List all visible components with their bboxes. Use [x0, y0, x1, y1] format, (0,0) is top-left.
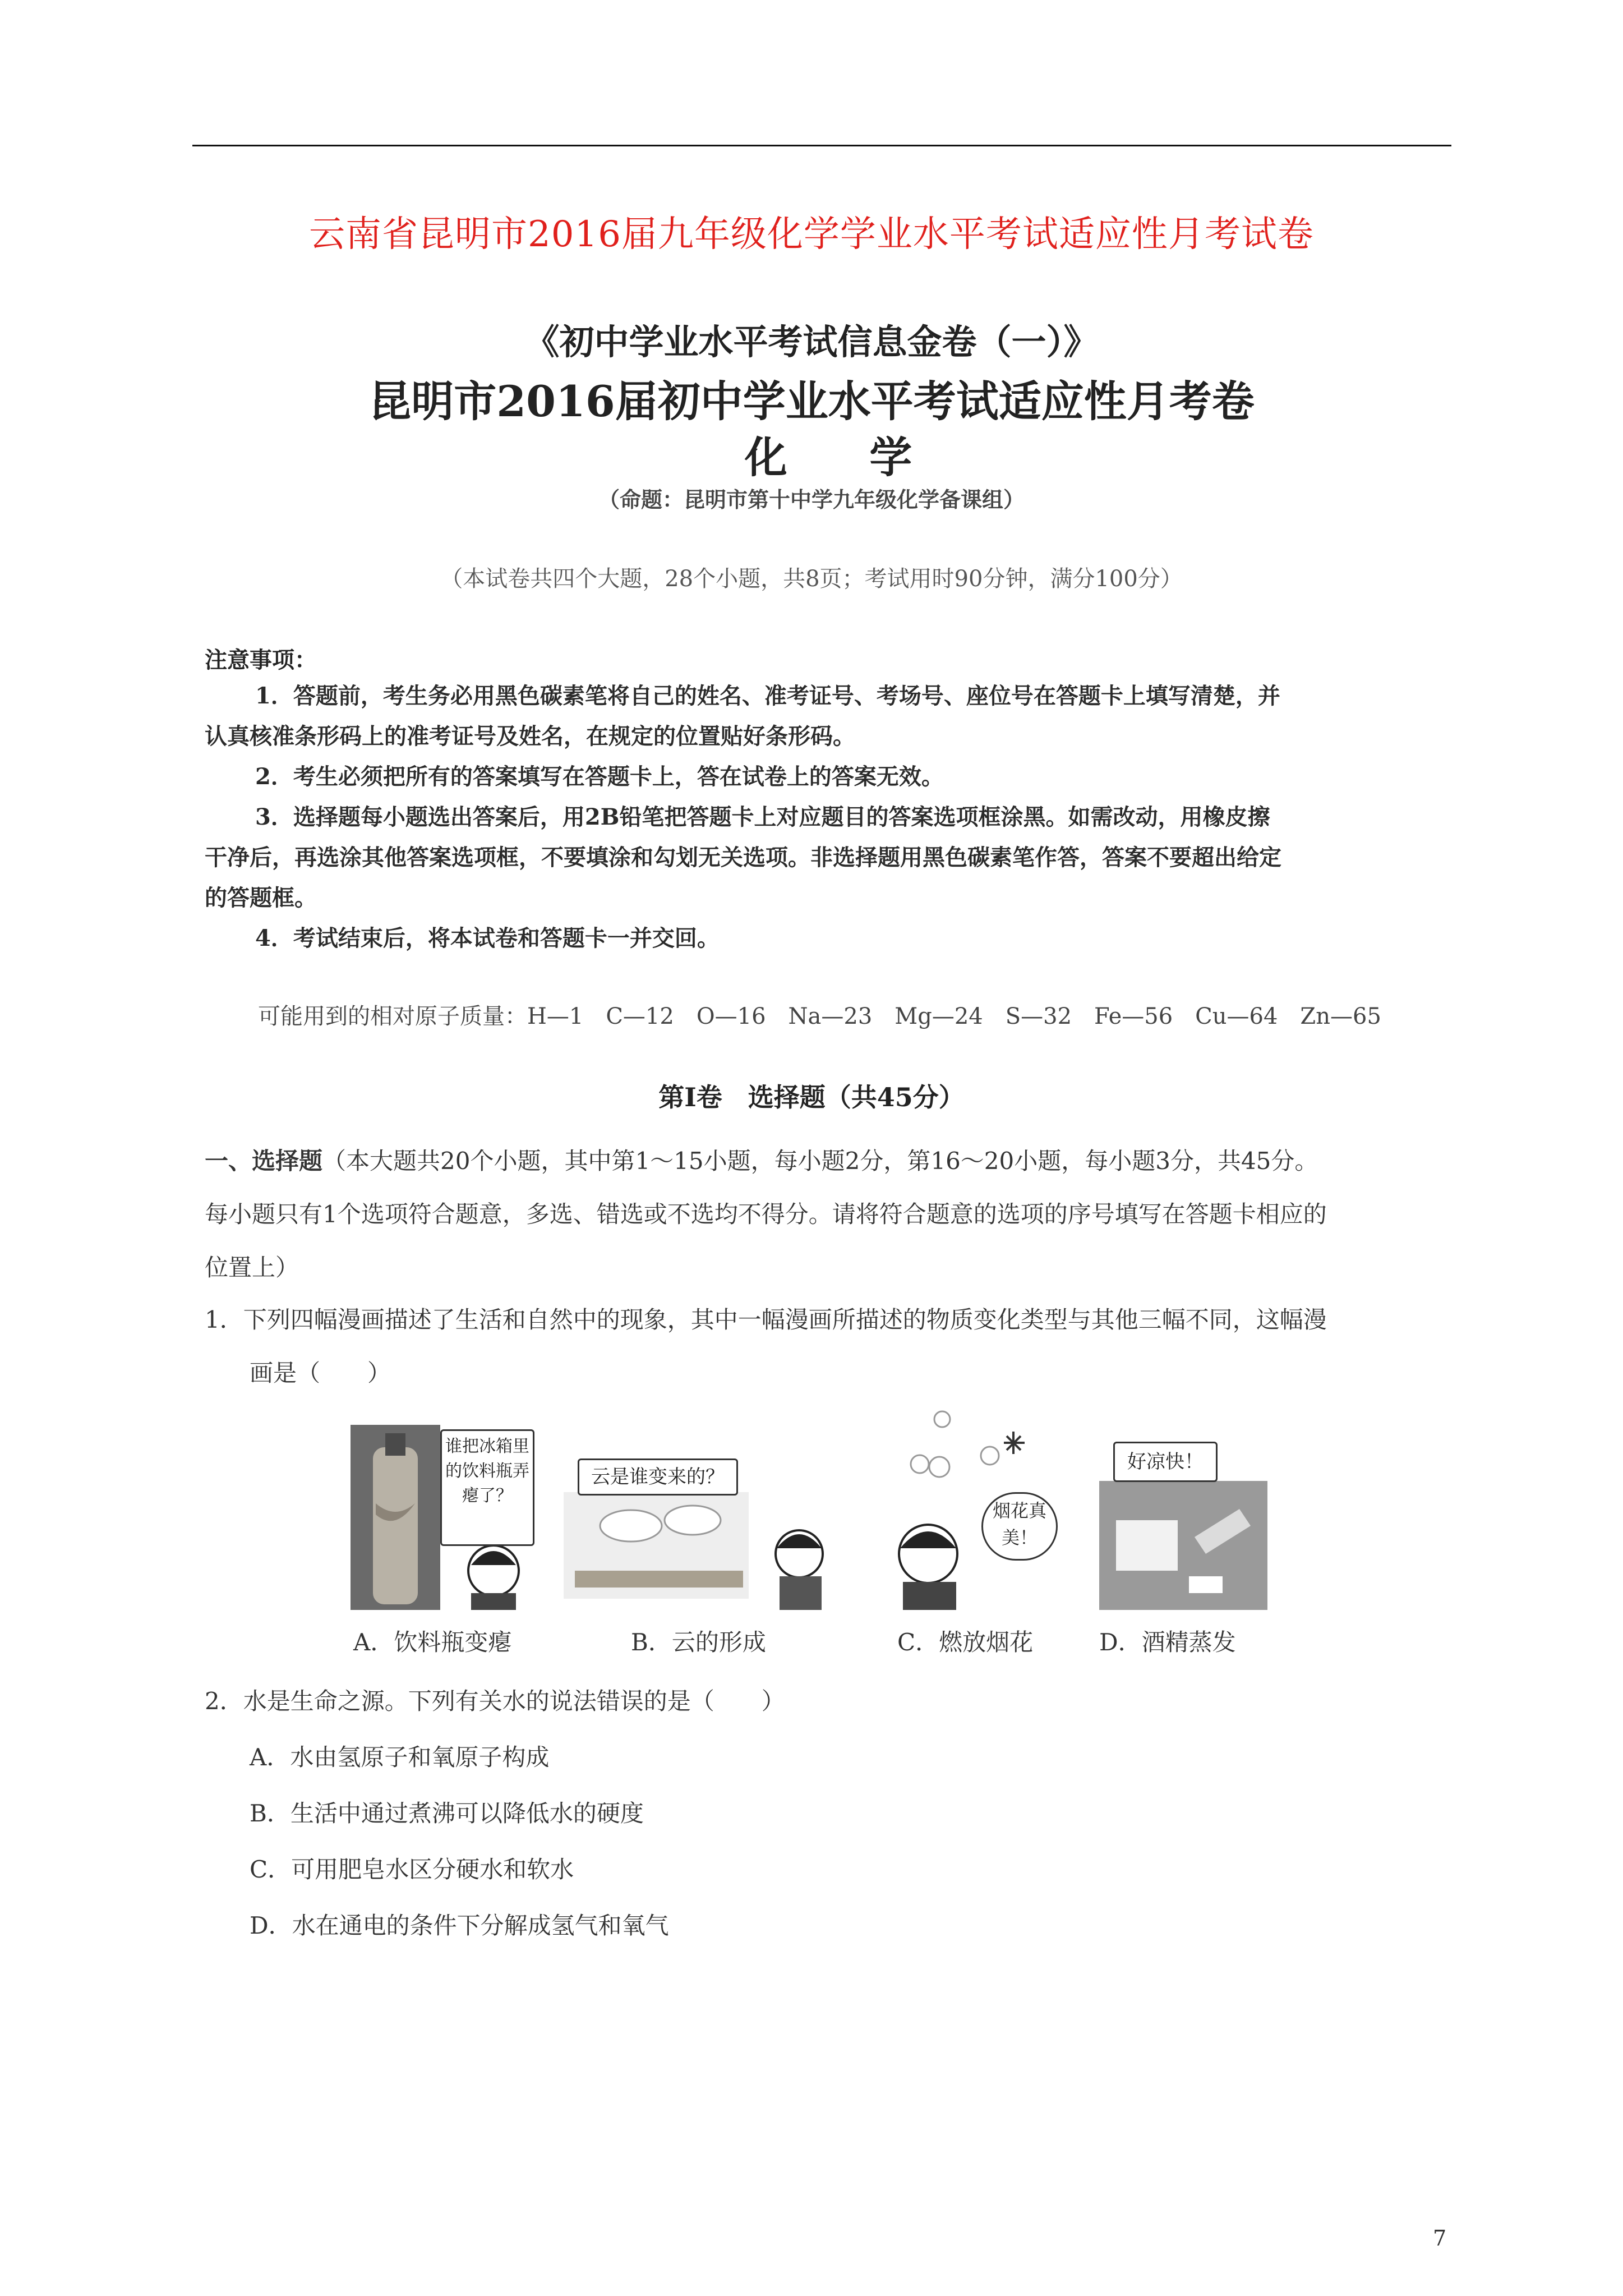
question-1-stem: 1．下列四幅漫画描述了生活和自然中的现象，其中一幅漫画所描述的物质变化类型与其他三幅不同，这幅漫 — [205, 1306, 1327, 1333]
atomic-masses: 可能用到的相对原子质量：H—1 C—12 O—16 Na—23 Mg—24 S—32 Fe—56 Cu—64 Zn—65 — [258, 1004, 1381, 1029]
cartoon-b-bubble: 云是谁变来的？ — [578, 1458, 738, 1496]
section-heading: 第Ⅰ卷 选择题（共45分） — [658, 1082, 965, 1112]
caption-c: C．燃放烟花 — [897, 1628, 1034, 1656]
section-intro-line: 每小题只有1个选项符合题意，多选、错选或不选均不得分。请将符合题意的选项的序号填写在答题卡相应的 — [205, 1200, 1327, 1228]
note-line: 4．考试结束后，将本试卷和答题卡一并交回。 — [255, 925, 720, 951]
q2-option-a: A．水由氢原子和氧原子构成 — [250, 1743, 550, 1771]
question-2-stem: 2．水是生命之源。下列有关水的说法错误的是（ ） — [205, 1687, 785, 1715]
caption-a: A．饮料瓶变瘪 — [353, 1628, 512, 1656]
caption-d: D．酒精蒸发 — [1099, 1628, 1236, 1656]
note-line: 认真核准条形码上的准考证号及姓名，在规定的位置贴好条形码。 — [205, 723, 855, 749]
q2-option-c: C．可用肥皂水区分硬水和软水 — [250, 1856, 574, 1883]
exam-series: 《初中学业水平考试信息金卷（一）》 — [524, 321, 1099, 362]
note-line: 干净后，再选涂其他答案选项框，不要填涂和勾划无关选项。非选择题用黑色碳素笔作答，答案不要超出给定 — [205, 844, 1281, 871]
question-1-stem-cont: 画是（ ） — [250, 1359, 391, 1387]
note-line: 1．答题前，考生务必用黑色碳素笔将自己的姓名、准考证号、考场号、座位号在答题卡上填写清楚，并 — [255, 683, 1280, 709]
note-line: 3．选择题每小题选出答案后，用2B铅笔把答题卡上对应题目的答案选项框涂黑。如需改动，用橡皮擦 — [255, 804, 1270, 830]
page-number: 7 — [1433, 2226, 1447, 2251]
q2-option-b: B．生活中通过煮沸可以降低水的硬度 — [250, 1800, 644, 1827]
notes-heading: 注意事项： — [205, 647, 317, 673]
cartoon-c-bubble: 烟花真美！ — [981, 1492, 1058, 1561]
exam-author: （命题：昆明市第十中学九年级化学备课组） — [598, 487, 1025, 512]
header-rule — [192, 145, 1451, 146]
section-intro-text: （本大题共20个小题，其中第1～15小题，每小题2分，第16～20小题，每小题3分，共45分。 — [322, 1147, 1318, 1175]
cartoon-a-bubble: 谁把冰箱里的饮料瓶弄瘪了？ — [440, 1429, 534, 1546]
note-line: 2．考生必须把所有的答案填写在答题卡上，答在试卷上的答案无效。 — [255, 763, 944, 790]
caption-b: B．云的形成 — [631, 1628, 766, 1656]
exam-title: 昆明市2016届初中学业水平考试适应性月考卷 — [368, 376, 1255, 426]
section-intro — [205, 1139, 1433, 1184]
section-intro-label: 一、选择题 — [205, 1147, 323, 1175]
cartoon-d-bubble: 好凉快！ — [1113, 1442, 1218, 1482]
note-line: 的答题框。 — [205, 885, 317, 911]
q2-option-d: D．水在通电的条件下分解成氢气和氧气 — [250, 1912, 669, 1939]
exam-info: （本试卷共四个大题，28个小题，共8页；考试用时90分钟，满分100分） — [440, 566, 1183, 592]
section-intro-line: 位置上） — [205, 1254, 299, 1281]
document-title: 云南省昆明市2016届九年级化学学业水平考试适应性月考试卷 — [309, 214, 1314, 255]
exam-subject: 化 学 — [744, 432, 946, 482]
